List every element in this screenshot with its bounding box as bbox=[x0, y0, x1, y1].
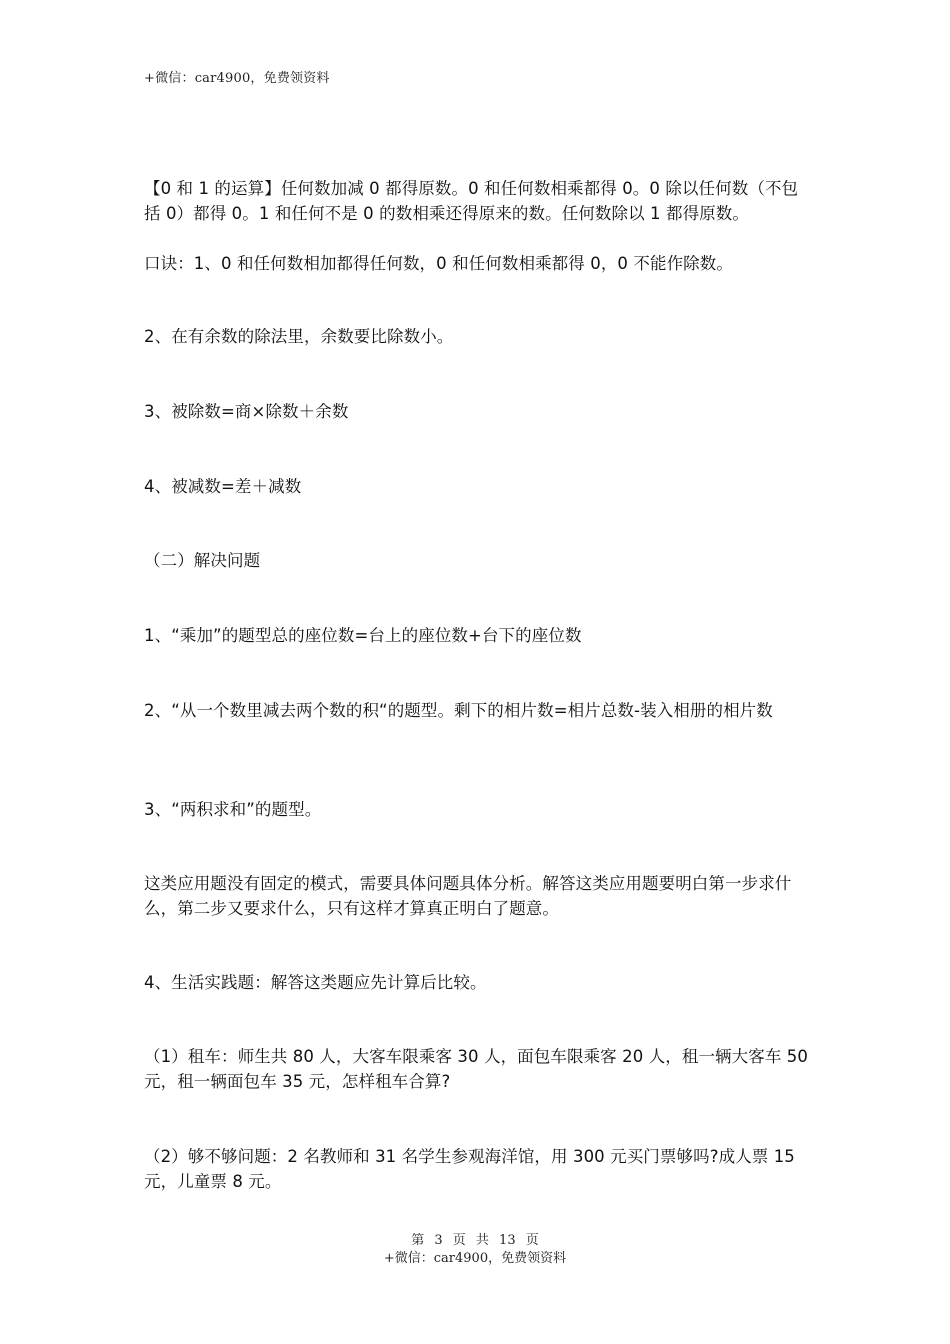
page-number: 第 3 页 共 13 页 bbox=[411, 1233, 539, 1248]
paragraph-remainder-rule: 2、在有余数的除法里，余数要比除数小。 bbox=[144, 327, 454, 346]
paragraph-minuend-formula: 4、被减数=差＋减数 bbox=[144, 477, 302, 496]
section-heading-problem-solving: （二）解决问题 bbox=[144, 551, 261, 570]
paragraph-subtract-product: 2、“从一个数里减去两个数的积“的题型。剩下的相片数=相片总数-装入相册的相片数 bbox=[144, 701, 773, 720]
paragraph-enough-money: （2）够不够问题：2 名教师和 31 名学生参观海洋馆，用 300 元买门票够吗?成人票 15 元，儿童票 8 元。 bbox=[144, 1147, 795, 1191]
paragraph-zero-one-rules: 【0 和 1 的运算】任何数加减 0 都得原数。0 和任何数相乘都得 0。0 除以任何数（不包括 0）都得 0。1 和任何不是 0 的数相乘还得原来的数。任何数除以 1 都得原数。 bbox=[144, 179, 799, 223]
paragraph-practical-problems: 4、生活实践题：解答这类题应先计算后比较。 bbox=[144, 973, 487, 992]
paragraph-multiply-add: 1、“乘加”的题型总的座位数=台上的座位数+台下的座位数 bbox=[144, 626, 582, 645]
paragraph-sum-of-products: 3、“两积求和”的题型。 bbox=[144, 800, 322, 819]
header-watermark: +微信：car4900，免费领资料 bbox=[144, 71, 330, 86]
paragraph-dividend-formula: 3、被除数=商×除数＋余数 bbox=[144, 402, 349, 421]
paragraph-car-rental: （1）租车：师生共 80 人，大客车限乘客 30 人，面包车限乘客 20 人，租一辆大客车 50 元，租一辆面包车 35 元，怎样租车合算? bbox=[144, 1047, 808, 1091]
paragraph-analysis-note: 这类应用题没有固定的模式，需要具体问题具体分析。解答这类应用题要明白第一步求什么，第二步又要求什么，只有这样才算真正明白了题意。 bbox=[144, 874, 792, 918]
paragraph-mnemonic: 口诀：1、0 和任何数相加都得任何数，0 和任何数相乘都得 0，0 不能作除数。 bbox=[144, 254, 733, 273]
footer-watermark: +微信：car4900，免费领资料 bbox=[383, 1251, 567, 1266]
